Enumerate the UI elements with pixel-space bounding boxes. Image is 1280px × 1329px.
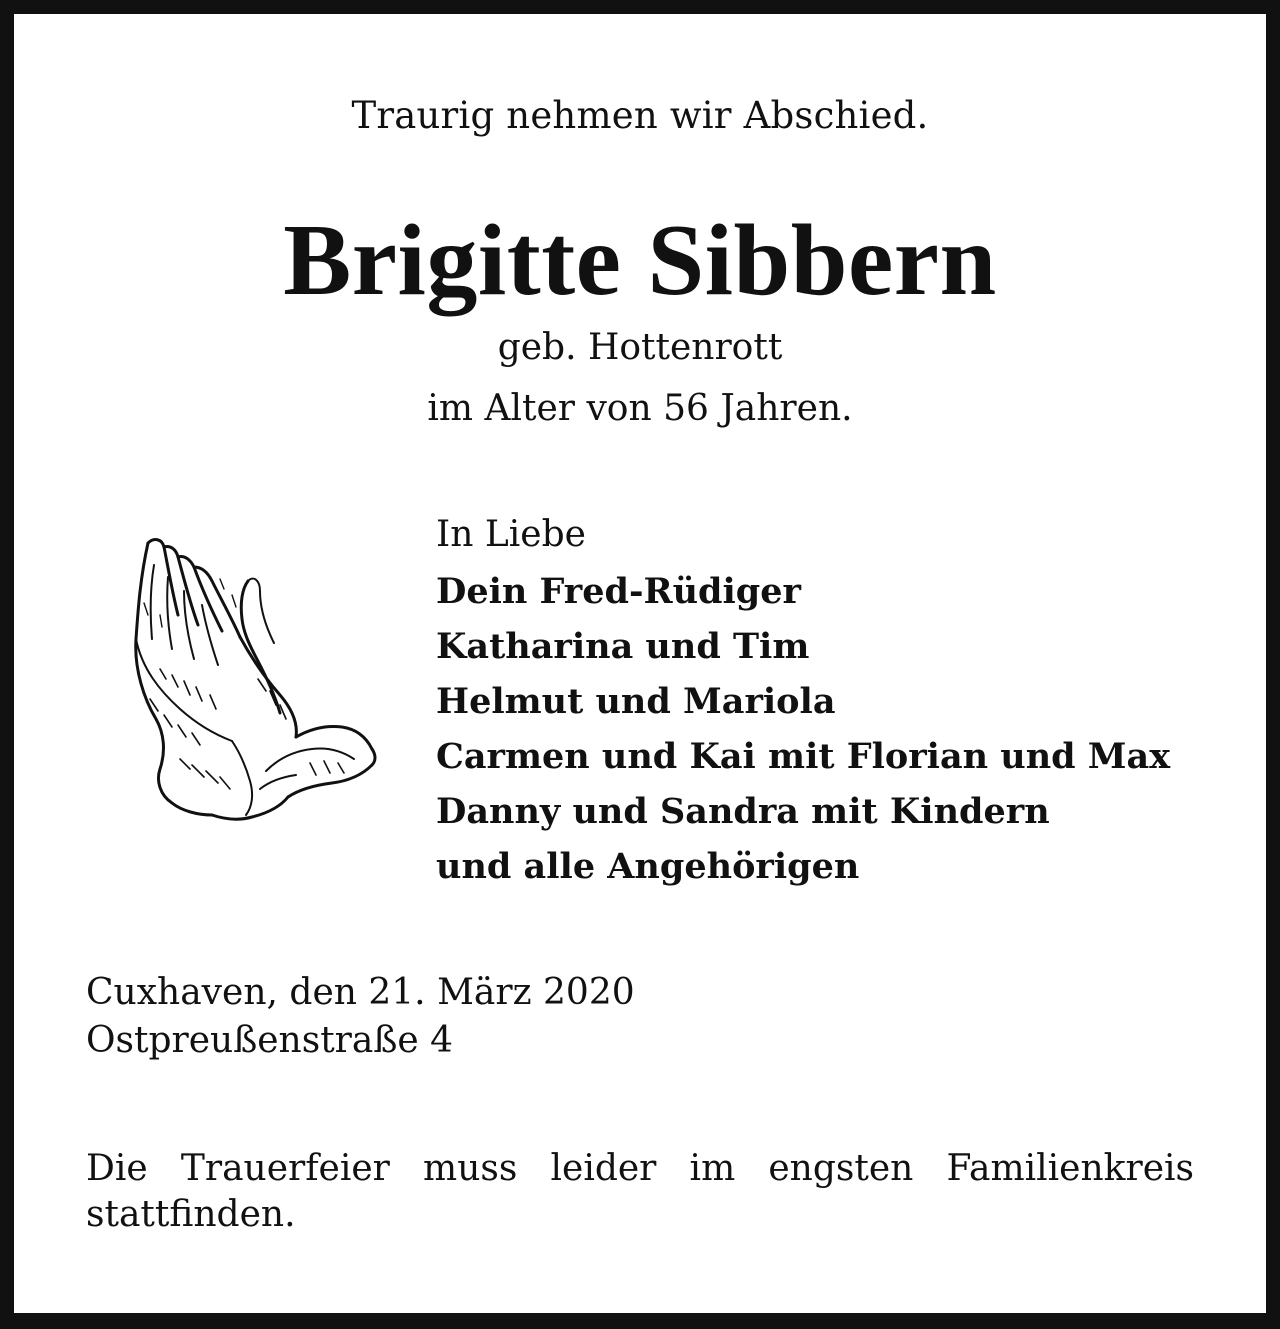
mourner-line: und alle Angehörigen [436,846,860,887]
age-line: im Alter von 56 Jahren. [427,388,853,429]
mourners-block [436,506,1256,894]
deceased-name: Brigitte Sibbern [283,204,997,317]
mourner-line: Katharina und Tim [436,626,810,667]
mourner-line: Helmut und Mariola [436,681,836,722]
place-date: Cuxhaven, den 21. März 2020 [86,972,635,1013]
address: Ostpreußenstraße 4 [86,1020,454,1061]
mourner-line: Dein Fred-Rüdiger [436,571,801,612]
mourner-line: Danny und Sandra mit Kindern [436,791,1050,832]
mourners-intro: In Liebe [436,514,586,555]
intro-text: Traurig nehmen wir Abschied. [351,94,929,137]
mourner-line: Carmen und Kai mit Florian und Max [436,736,1171,777]
maiden-name: geb. Hottenrott [497,327,783,368]
funeral-notice: Die Trauerfeier muss leider im engsten Familienkreis stattfinden. [86,1148,1194,1235]
praying-hands-icon [120,519,380,839]
